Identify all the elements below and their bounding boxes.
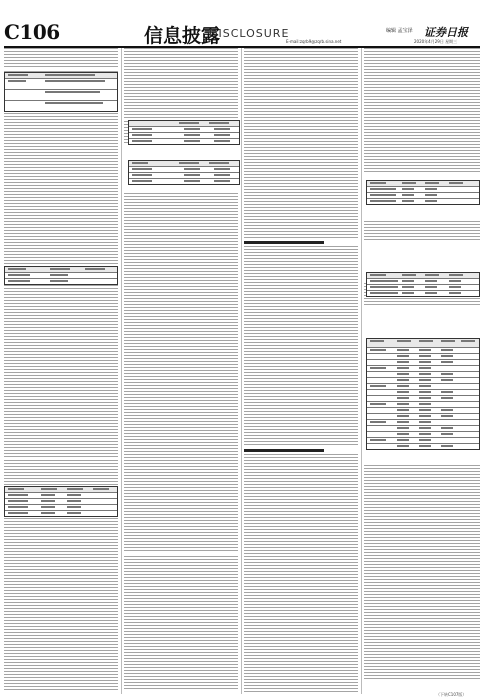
continuation-note: （下转C107版） — [436, 692, 467, 697]
text-block — [4, 282, 118, 457]
text-block — [244, 454, 358, 694]
text-block — [4, 48, 118, 68]
newspaper-logo: 证券日报 — [424, 26, 468, 39]
masthead — [4, 22, 480, 48]
section-title: 信息披露 — [144, 25, 221, 47]
column-divider — [361, 48, 362, 694]
text-block — [124, 556, 238, 691]
data-table — [366, 272, 480, 297]
data-table — [4, 486, 118, 517]
dateline: 2020年4月29日 星期三 — [414, 39, 458, 44]
text-block — [244, 246, 358, 446]
data-table — [4, 266, 118, 285]
page-number: C106 — [4, 20, 60, 44]
data-table — [366, 338, 480, 450]
text-block — [124, 193, 238, 553]
data-table — [366, 180, 480, 205]
data-table — [4, 72, 118, 112]
text-block — [364, 48, 480, 173]
column-1 — [4, 48, 118, 694]
data-table — [128, 120, 240, 145]
data-table — [128, 160, 240, 185]
text-block — [124, 48, 238, 118]
column-3 — [244, 48, 358, 694]
text-block — [244, 48, 358, 238]
section-title-en: DISCLOSURE — [209, 27, 290, 40]
section-heading-bar — [244, 241, 324, 244]
contact-line: E-mail:zqrb9@zqrb.sina.net — [286, 39, 342, 44]
text-block — [4, 503, 118, 691]
text-block — [364, 221, 480, 241]
section-heading-bar — [244, 449, 324, 452]
column-divider — [121, 48, 122, 694]
column-divider — [241, 48, 242, 694]
editor-credit: 编辑 孟宝泽 — [386, 28, 413, 34]
text-block — [364, 465, 480, 680]
